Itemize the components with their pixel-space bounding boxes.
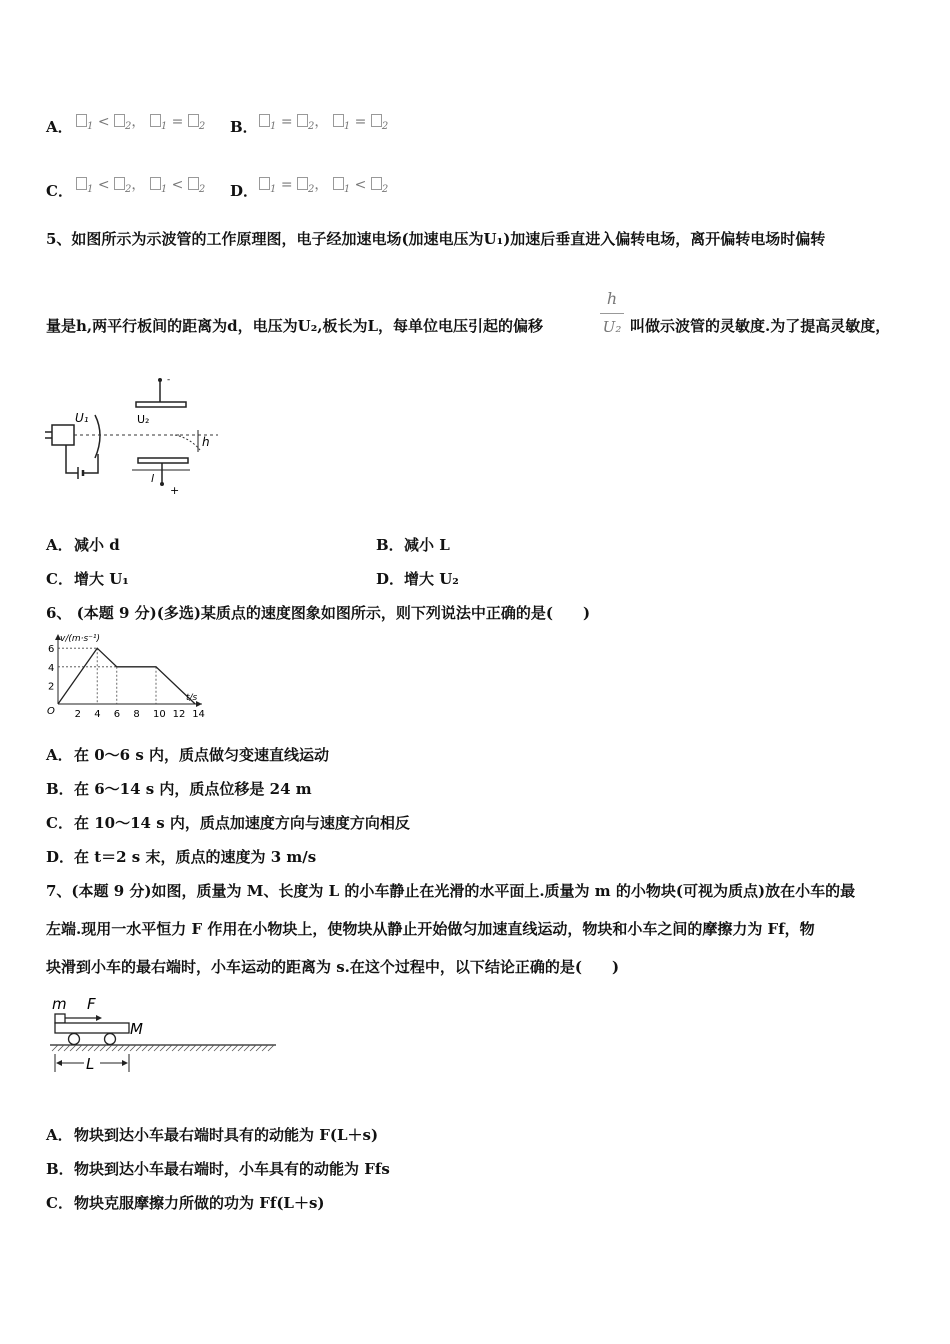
- x-tick-6: 6: [113, 709, 121, 720]
- cart-body: [55, 1023, 129, 1033]
- q5-option-c-text: 增大 U₁: [74, 570, 129, 588]
- length-l-label: L: [86, 1055, 95, 1073]
- minus-terminal: -: [167, 375, 171, 385]
- q6-option-d-text: 在 t＝2 s 末，质点的速度为 3 m/s: [74, 848, 317, 866]
- q4-option-d-expr: $_1$ = $_2$， $_1$ < $_2$: [259, 174, 388, 195]
- x-tick-12: 12: [172, 709, 186, 720]
- wheel-right: [105, 1034, 116, 1045]
- x-tick-10: 10: [153, 709, 166, 720]
- q6-stem: 6、 (本题 9 分)(多选)某质点的速度图象如图所示，则下列说法中正确的是( ): [46, 604, 591, 622]
- y-tick-6: 6: [48, 644, 55, 656]
- q4-option-d-label: D．: [230, 182, 259, 200]
- q7-stem-line1: 7、(本题 9 分)如图，质量为 M、长度为 L 的小车静止在光滑的水平面上.质量为 m 的小物块(可视为质点)放在小车的最: [46, 882, 856, 900]
- q4-option-a-label: A．: [46, 118, 73, 136]
- q4-option-b-expr: $_1$ = $_2$， $_1$ = $_2$: [259, 111, 388, 132]
- x-tick-14: 14: [192, 709, 205, 720]
- block-m: [55, 1014, 65, 1023]
- q5-option-c-label: C．: [46, 570, 73, 588]
- top-plate: [136, 402, 186, 407]
- origin-label: O: [47, 706, 55, 717]
- deflected-path: [175, 435, 200, 450]
- x-tick-2: 2: [74, 709, 81, 720]
- q6-option-c-label: C．: [46, 814, 73, 832]
- anode-arc: [95, 415, 100, 458]
- q5-oscilloscope-figure: [40, 370, 225, 500]
- q5-fraction-denominator: U₂: [602, 318, 622, 336]
- q5-option-d-label: D．: [376, 570, 405, 588]
- q7-option-b-text: 物块到达小车最右端时，小车具有的动能为 Ffs: [74, 1160, 390, 1178]
- f-label: F: [87, 995, 96, 1013]
- m-label: m: [52, 995, 67, 1013]
- q5-option-b-text: 减小 L: [404, 536, 450, 554]
- wheel-left: [69, 1034, 80, 1045]
- q6-velocity-chart: [44, 630, 214, 722]
- y-axis-label: v/(m·s⁻¹): [60, 634, 101, 644]
- y-tick-4: 4: [48, 662, 55, 674]
- q5-stem-line2a: 量是h,两平行板间的距离为d，电压为U₂,板长为L，每单位电压引起的偏移: [46, 317, 544, 335]
- q6-option-a-label: A．: [46, 746, 73, 764]
- q5-option-b-label: B．: [376, 536, 404, 554]
- q4-option-c-label: C．: [46, 182, 73, 200]
- q7-option-b-label: B．: [46, 1160, 74, 1178]
- bottom-plate: [138, 458, 188, 463]
- q6-option-d-label: D．: [46, 848, 75, 866]
- q4-option-b-label: B．: [230, 118, 258, 136]
- q5-option-a-text: 减小 d: [74, 536, 120, 554]
- q5-stem-line1: 5、如图所示为示波管的工作原理图，电子经加速电场(加速电压为U₁)加速后垂直进入偏转电场，离开偏转电场时偏转: [46, 230, 826, 248]
- q4-option-a-expr: $_1$ < $_2$， $_1$ = $_2$: [76, 111, 205, 132]
- q6-option-a-text: 在 0～6 s 内，质点做匀变速直线运动: [74, 746, 329, 764]
- q7-cart-figure: [44, 992, 284, 1076]
- u2-label: U₂: [137, 413, 150, 426]
- x-axis-label: t/s: [186, 693, 198, 703]
- l-label: l: [151, 472, 155, 485]
- q6-option-b-label: B．: [46, 780, 74, 798]
- q7-stem-line3: 块滑到小车的最右端时，小车运动的距离为 s.在这个过程中，以下结论正确的是( ): [46, 958, 620, 976]
- y-tick-2: 2: [48, 681, 55, 693]
- q5-option-d-text: 增大 U₂: [404, 570, 459, 588]
- ground-hatching: [52, 1045, 274, 1051]
- velocity-series-line: [58, 648, 195, 704]
- q7-option-c-label: C．: [46, 1194, 73, 1212]
- q6-option-b-text: 在 6～14 s 内，质点位移是 24 m: [74, 780, 312, 798]
- q7-option-c-text: 物块克服摩擦力所做的功为 Ff(L＋s): [74, 1194, 325, 1212]
- cart-m-label: M: [130, 1020, 143, 1038]
- q5-option-a-label: A．: [46, 536, 73, 554]
- q5-fraction-numerator: h: [606, 289, 618, 308]
- q5-stem-line2b: 叫做示波管的灵敏度.为了提高灵敏度，: [630, 317, 891, 335]
- cathode-box: [52, 425, 74, 445]
- x-tick-4: 4: [94, 709, 101, 720]
- q6-option-c-text: 在 10～14 s 内，质点加速度方向与速度方向相反: [74, 814, 410, 832]
- u1-label: U₁: [75, 411, 89, 425]
- q7-stem-line2: 左端.现用一水平恒力 F 作用在小物块上，使物块从静止开始做匀加速直线运动，物块和小车之间的摩擦力为 Ff，物: [46, 920, 815, 938]
- q5-fraction-bar: [600, 313, 624, 314]
- q7-option-a-text: 物块到达小车最右端时具有的动能为 F(L＋s): [74, 1126, 379, 1144]
- x-tick-8: 8: [133, 709, 140, 720]
- plus-terminal: +: [170, 484, 180, 497]
- h-label: h: [202, 435, 210, 449]
- q7-option-a-label: A．: [46, 1126, 73, 1144]
- q4-option-c-expr: $_1$ < $_2$， $_1$ < $_2$: [76, 174, 205, 195]
